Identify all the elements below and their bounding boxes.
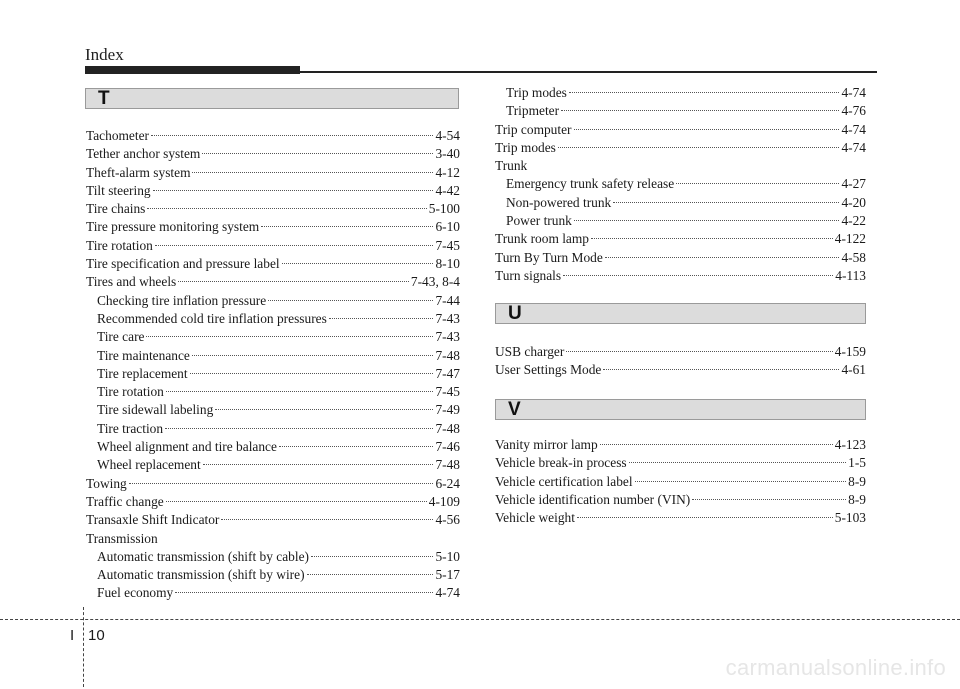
index-entry-page: 7-43 [435, 329, 460, 345]
index-entry [86, 292, 460, 310]
index-entry-term: Transmission [86, 530, 158, 546]
index-entry [86, 383, 460, 401]
index-entry-page: 8-9 [848, 491, 866, 507]
index-entry [86, 347, 460, 365]
index-entry [86, 456, 460, 474]
dot-leader [676, 183, 839, 184]
index-entry-term: Towing [86, 475, 127, 491]
index-entry [86, 530, 460, 548]
index-entry-page: 7-48 [435, 457, 460, 473]
index-entry [495, 361, 866, 379]
index-entry [495, 491, 866, 509]
index-entry-term: Trip modes [495, 139, 556, 155]
index-entry-page: 4-20 [841, 194, 866, 210]
index-entry-term: USB charger [495, 344, 565, 359]
index-entry-term: Tire maintenance [97, 347, 190, 363]
dot-leader [155, 245, 434, 246]
index-entry-term: Tachometer [86, 128, 150, 143]
index-entry [495, 212, 866, 230]
index-entry [86, 438, 460, 456]
index-entry-page: 4-109 [428, 493, 460, 509]
index-entry-term: Wheel replacement [97, 457, 201, 473]
index-entry-page: 7-45 [435, 384, 460, 400]
index-entry-term: Theft-alarm system [86, 164, 191, 180]
index-entry-term: User Settings Mode [495, 362, 602, 378]
index-entry-page: 4-159 [834, 344, 866, 359]
footer-rule [0, 619, 960, 620]
index-entry [495, 343, 866, 361]
dot-leader [178, 281, 409, 282]
index-entry-term: Trip modes [506, 85, 567, 100]
index-entry [495, 473, 866, 491]
index-entry-term: Vehicle weight [495, 510, 575, 526]
index-entry [495, 454, 866, 472]
dot-leader [307, 574, 434, 575]
dot-leader [165, 428, 433, 429]
index-entry-term: Tire traction [97, 420, 164, 436]
index-entry [86, 127, 460, 145]
index-entry-term: Traffic change [86, 493, 164, 509]
index-entry-page: 4-22 [841, 213, 866, 229]
section-header-t [85, 88, 459, 109]
index-entry-page: 7-48 [435, 420, 460, 436]
dot-leader [147, 208, 426, 209]
index-entry-term: Automatic transmission (shift by cable) [97, 548, 309, 564]
index-entry-page: 7-43, 8-4 [410, 274, 460, 290]
index-entry-term: Vehicle identification number (VIN) [495, 491, 691, 507]
index-entry-page: 4-61 [841, 362, 866, 378]
index-entry [495, 230, 866, 248]
index-entry [495, 194, 866, 212]
dot-leader [153, 190, 434, 191]
dot-leader [561, 110, 839, 111]
index-entry [86, 237, 460, 255]
header-rule-accent [85, 66, 300, 74]
dot-leader [166, 501, 427, 502]
index-entry [86, 420, 460, 438]
footer-divider [83, 607, 84, 687]
index-entry-term: Automatic transmission (shift by wire) [97, 567, 305, 583]
dot-leader [215, 409, 433, 410]
index-entry-term: Trunk [495, 158, 528, 174]
index-entry-page: 6-10 [435, 219, 460, 235]
index-entry [86, 255, 460, 273]
footer-page-number: 10 [88, 627, 105, 644]
dot-leader [175, 592, 433, 593]
dot-leader [282, 263, 434, 264]
index-entry-page: 7-49 [435, 402, 460, 418]
dot-leader [279, 446, 434, 447]
index-entry-page: 5-17 [435, 567, 460, 583]
index-entry-page: 7-44 [435, 292, 460, 308]
index-entry-term: Tire chains [86, 201, 146, 217]
section-letter-t: T [98, 88, 110, 109]
index-entry [495, 509, 866, 527]
dot-leader [603, 369, 839, 370]
section-letter-v: V [508, 399, 521, 420]
index-entry [495, 121, 866, 139]
index-entry-page: 8-10 [435, 256, 460, 272]
index-entry-term: Vehicle certification label [495, 473, 633, 489]
dot-leader [563, 275, 833, 276]
index-entry-page: 4-76 [841, 103, 866, 119]
index-entry-page: 4-113 [835, 267, 866, 283]
index-entry-term: Trip computer [495, 121, 572, 137]
index-entry-page: 4-54 [435, 128, 460, 143]
index-entry-page: 4-58 [841, 249, 866, 265]
index-entry-page: 7-45 [435, 237, 460, 253]
section-letter-u: U [508, 303, 522, 324]
section-header-u [495, 303, 866, 324]
dot-leader [629, 462, 847, 463]
index-entry-term: Turn signals [495, 267, 562, 283]
index-entry-term: Trunk room lamp [495, 231, 589, 247]
index-entry [86, 548, 460, 566]
dot-leader [574, 129, 840, 130]
index-entry-page: 3-40 [435, 146, 460, 162]
index-entry [86, 493, 460, 511]
index-column-right-t [495, 84, 866, 285]
index-entry-page: 8-9 [848, 473, 866, 489]
index-entry [86, 401, 460, 419]
index-entry-page: 7-47 [435, 365, 460, 381]
dot-leader [129, 483, 434, 484]
dot-leader [558, 147, 840, 148]
index-entry-term: Tripmeter [506, 103, 560, 119]
dot-leader [268, 300, 433, 301]
index-entry-page: 4-74 [841, 121, 866, 137]
index-entry [86, 475, 460, 493]
dot-leader [221, 519, 433, 520]
index-column-right-v [495, 436, 866, 527]
index-entry-term: Wheel alignment and tire balance [97, 439, 277, 455]
index-entry [495, 436, 866, 454]
section-header-v [495, 399, 866, 420]
dot-leader [329, 318, 434, 319]
dot-leader [605, 257, 840, 258]
index-entry [86, 310, 460, 328]
index-entry [86, 328, 460, 346]
index-entry-page: 7-43 [435, 310, 460, 326]
index-entry-term: Turn By Turn Mode [495, 249, 603, 265]
dot-leader [311, 556, 433, 557]
dot-leader [203, 464, 434, 465]
index-entry-term: Power trunk [506, 213, 572, 229]
index-entry [86, 145, 460, 163]
dot-leader [566, 351, 832, 352]
index-entry [86, 200, 460, 218]
dot-leader [635, 481, 847, 482]
index-entry-term: Non-powered trunk [506, 194, 612, 210]
index-entry-page: 7-48 [435, 347, 460, 363]
index-entry-page: 4-12 [435, 164, 460, 180]
dot-leader [166, 391, 434, 392]
index-entry [86, 511, 460, 529]
index-column-right-u [495, 343, 866, 380]
index-entry [495, 175, 866, 193]
index-entry-term: Tire pressure monitoring system [86, 219, 260, 235]
dot-leader [146, 336, 433, 337]
index-entry-page: 4-123 [834, 437, 866, 452]
footer-section-letter: I [70, 627, 75, 644]
dot-leader [692, 499, 846, 500]
index-entry-term: Vehicle break-in process [495, 455, 627, 471]
index-entry-page: 5-103 [834, 510, 866, 526]
index-entry [495, 139, 866, 157]
index-entry-page: 4-74 [841, 139, 866, 155]
dot-leader [202, 153, 433, 154]
index-entry-term: Tilt steering [86, 182, 151, 198]
dot-leader [591, 238, 833, 239]
index-entry-term: Tire care [97, 329, 145, 345]
index-entry-page: 1-5 [848, 455, 866, 471]
index-entry [86, 584, 460, 602]
dot-leader [600, 444, 833, 445]
index-entry-page: 5-100 [428, 201, 460, 217]
index-entry-term: Tire sidewall labeling [97, 402, 214, 418]
index-column-left [86, 127, 460, 603]
dot-leader [192, 172, 433, 173]
index-entry [495, 267, 866, 285]
index-entry [86, 218, 460, 236]
index-entry-term: Emergency trunk safety release [506, 176, 675, 192]
dot-leader [261, 226, 433, 227]
index-entry [495, 157, 866, 175]
index-entry-page: 5-10 [435, 548, 460, 564]
index-entry-page: 4-74 [435, 585, 460, 601]
index-entry-term: Tire specification and pressure label [86, 256, 280, 272]
index-entry-term: Transaxle Shift Indicator [86, 512, 220, 528]
dot-leader [577, 517, 833, 518]
index-entry-page: 4-27 [841, 176, 866, 192]
index-entry [86, 365, 460, 383]
index-entry-term: Vanity mirror lamp [495, 437, 598, 452]
index-entry [86, 273, 460, 291]
index-entry-page: 4-74 [841, 85, 866, 100]
index-entry-term: Fuel economy [97, 585, 174, 601]
index-entry-term: Checking tire inflation pressure [97, 292, 267, 308]
dot-leader [190, 373, 434, 374]
watermark-text: carmanualsonline.info [725, 655, 946, 680]
index-entry [86, 182, 460, 200]
index-entry-page: 4-122 [834, 231, 866, 247]
index-entry [86, 164, 460, 182]
dot-leader [151, 135, 433, 136]
index-entry [495, 102, 866, 120]
dot-leader [569, 92, 840, 93]
index-entry-term: Tire rotation [97, 384, 164, 400]
index-entry-term: Tire rotation [86, 237, 153, 253]
index-entry [495, 84, 866, 102]
index-entry-term: Recommended cold tire inflation pressures [97, 310, 327, 326]
index-entry-term: Tires and wheels [86, 274, 177, 290]
index-entry-page: 4-56 [435, 512, 460, 528]
index-entry-term: Tether anchor system [86, 146, 201, 162]
index-entry [495, 249, 866, 267]
index-entry-term: Tire replacement [97, 365, 188, 381]
index-entry-page: 6-24 [435, 475, 460, 491]
dot-leader [574, 220, 840, 221]
index-entry [86, 566, 460, 584]
dot-leader [613, 202, 839, 203]
index-entry-page: 4-42 [435, 182, 460, 198]
dot-leader [192, 355, 434, 356]
index-entry-page: 7-46 [435, 439, 460, 455]
page-header-title: Index [85, 45, 124, 64]
